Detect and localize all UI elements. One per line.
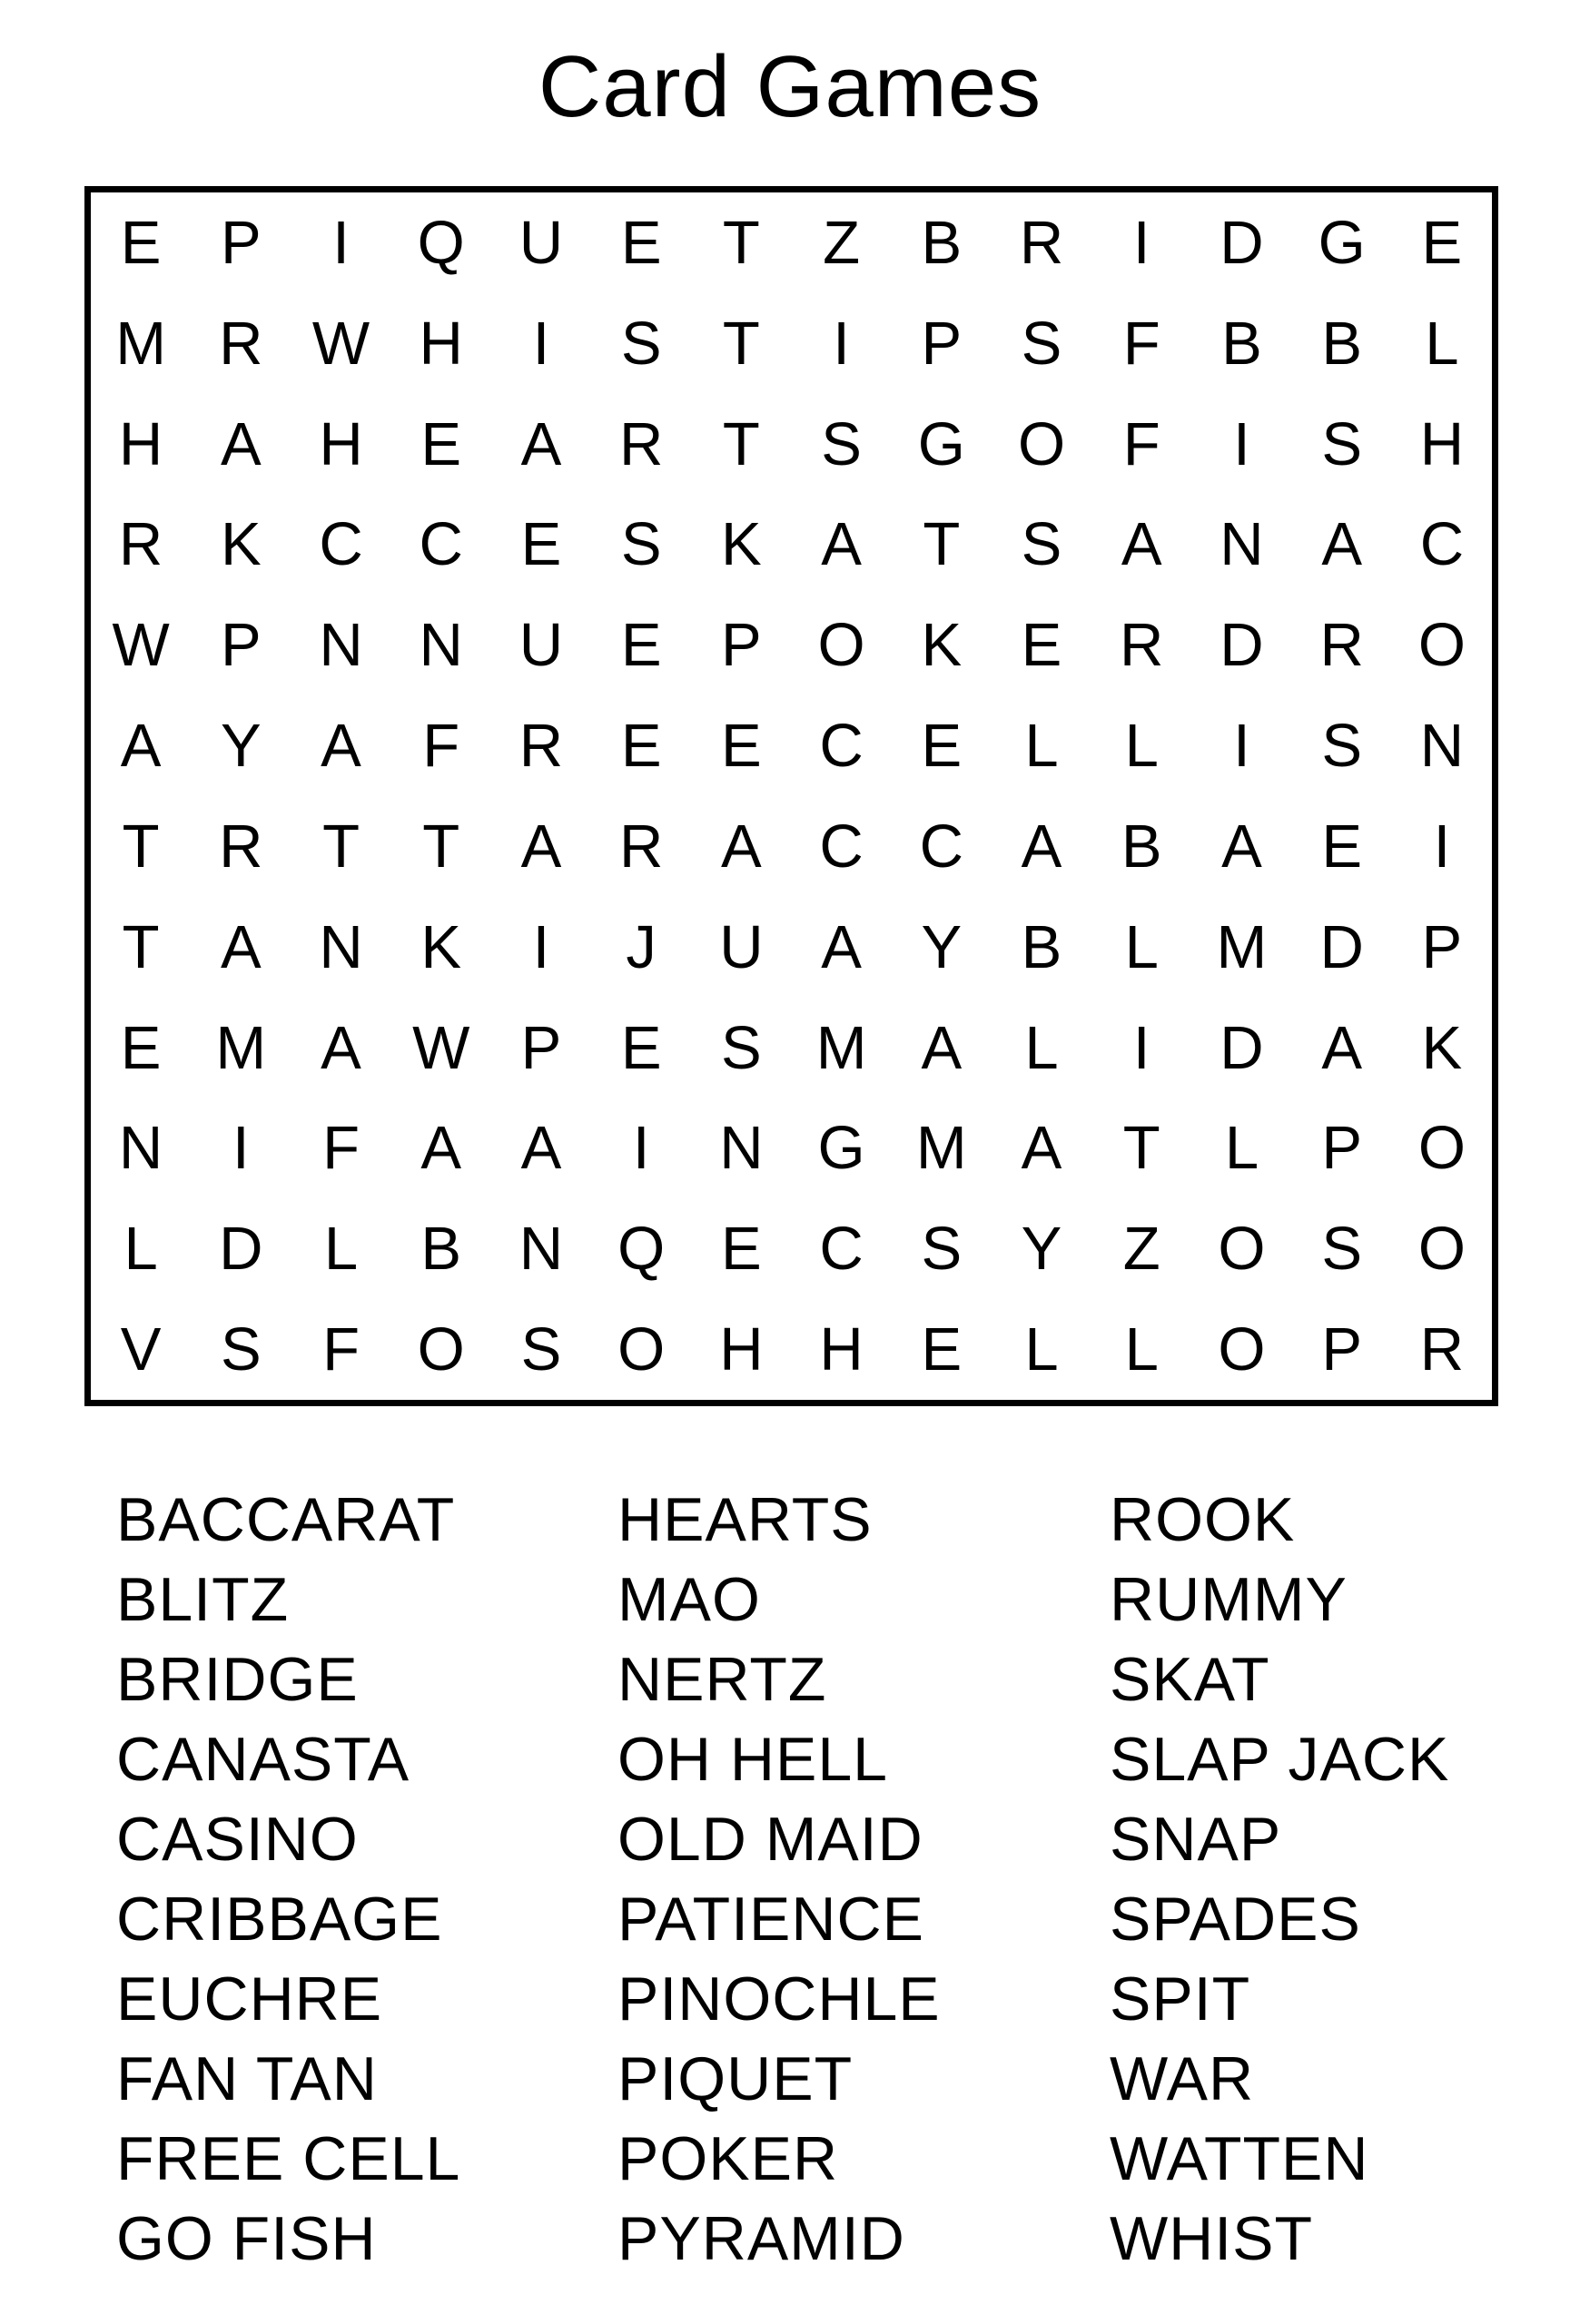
grid-letter: A (1321, 1013, 1363, 1082)
grid-letter: A (1021, 1114, 1062, 1183)
grid-letter: P (921, 309, 963, 378)
grid-letter: H (1419, 409, 1465, 478)
grid-letter: L (1425, 309, 1459, 378)
grid-letter: E (721, 712, 762, 781)
grid-letter: M (1216, 912, 1268, 981)
grid-letter: A (520, 409, 562, 478)
grid-letter: K (220, 510, 262, 579)
word-list-item: NERTZ (617, 1645, 827, 1714)
grid-letter: T (923, 510, 961, 579)
grid-letter: S (921, 1215, 963, 1284)
word-list-item: WAR (1110, 2044, 1255, 2113)
grid-letter: R (1319, 611, 1364, 680)
grid-letter: I (1233, 712, 1250, 781)
word-list-item: HEARTS (617, 1485, 873, 1554)
grid-letter: B (420, 1215, 462, 1284)
word-list-item: GO FISH (116, 2204, 377, 2273)
grid-letter: E (520, 510, 562, 579)
grid-letter: C (419, 510, 463, 579)
grid-letter: E (120, 208, 162, 277)
grid-letter: S (620, 510, 662, 579)
grid-letter: O (1417, 1114, 1466, 1183)
grid-letter: L (123, 1215, 158, 1284)
grid-letter: U (719, 912, 764, 981)
grid-letter: P (220, 611, 262, 680)
word-list-item: SPADES (1110, 1885, 1361, 1954)
grid-letter: T (722, 409, 760, 478)
word-list-item: RUMMY (1110, 1565, 1348, 1634)
word-list-item: MAO (617, 1565, 761, 1634)
word-list-column-2 (617, 1480, 941, 2279)
grid-letter: O (1218, 1215, 1266, 1284)
word-list-item: BRIDGE (116, 1645, 359, 1714)
word-list-item: EUCHRE (116, 1965, 383, 2034)
grid-letter: E (620, 208, 662, 277)
grid-letter: E (620, 611, 662, 680)
grid-letter: R (1419, 1315, 1465, 1384)
grid-letter: S (1021, 309, 1062, 378)
word-list-item: CASINO (116, 1805, 359, 1874)
grid-letter: T (1122, 1114, 1160, 1183)
word-list-item: ROOK (1110, 1485, 1296, 1554)
grid-letter: S (220, 1315, 262, 1384)
grid-letter: I (632, 1114, 650, 1183)
grid-letter: B (1021, 912, 1062, 981)
grid-letter: V (120, 1315, 162, 1384)
grid-letter: F (322, 1114, 360, 1183)
grid-letter: S (1021, 510, 1062, 579)
grid-letter: C (819, 712, 864, 781)
grid-letter: M (215, 1013, 267, 1082)
grid-letter: I (532, 912, 550, 981)
word-list-item: OLD MAID (617, 1805, 923, 1874)
grid-letter: C (819, 812, 864, 881)
grid-letter: S (1321, 1215, 1363, 1284)
grid-letter: I (1132, 208, 1150, 277)
grid-letter: U (518, 611, 564, 680)
grid-letter: H (319, 409, 363, 478)
grid-letter: Y (1021, 1215, 1062, 1284)
word-list-item: SLAP JACK (1110, 1725, 1450, 1794)
grid-letter: A (921, 1013, 963, 1082)
grid-letter: T (322, 812, 360, 881)
grid-letter: O (1417, 1215, 1466, 1284)
grid-letter: A (420, 1114, 462, 1183)
grid-letter: T (122, 912, 160, 981)
grid-letter: D (1220, 611, 1264, 680)
word-list-item: PYRAMID (617, 2204, 905, 2273)
grid-letter: I (833, 309, 850, 378)
grid-letter: C (919, 812, 963, 881)
grid-letter: A (120, 712, 162, 781)
grid-letter: G (817, 1114, 865, 1183)
grid-letter: O (1417, 611, 1466, 680)
grid-letter: E (420, 409, 462, 478)
grid-letter: T (422, 812, 460, 881)
grid-letter: T (722, 309, 760, 378)
grid-letter: W (412, 1013, 470, 1082)
grid-letter: Y (921, 912, 963, 981)
grid-letter: P (520, 1013, 562, 1082)
grid-letter: W (112, 611, 170, 680)
grid-letter: A (721, 812, 762, 881)
grid-letter: G (917, 409, 965, 478)
grid-letter: E (921, 712, 963, 781)
grid-letter: M (915, 1114, 967, 1183)
grid-letter: K (1421, 1013, 1463, 1082)
grid-letter: L (1024, 1013, 1059, 1082)
grid-letter: E (921, 1315, 963, 1384)
grid-letter: A (1121, 510, 1162, 579)
grid-letter: A (821, 510, 862, 579)
grid-letter: H (719, 1315, 764, 1384)
word-list-item: PIQUET (617, 2044, 854, 2113)
word-search-grid (84, 186, 1498, 1406)
grid-letter: R (219, 309, 263, 378)
grid-letter: K (921, 611, 963, 680)
grid-letter: S (1321, 409, 1363, 478)
grid-letter: H (819, 1315, 864, 1384)
grid-letter: B (921, 208, 963, 277)
grid-letter: I (1233, 409, 1250, 478)
grid-letter: P (220, 208, 262, 277)
word-list-column-1 (116, 1480, 460, 2279)
grid-letter: K (420, 912, 462, 981)
grid-letter: L (1124, 1315, 1159, 1384)
grid-letter: L (1224, 1114, 1259, 1183)
grid-letter: N (319, 912, 363, 981)
grid-letter: C (1419, 510, 1465, 579)
word-list-item: POKER (617, 2124, 839, 2193)
grid-letter: C (819, 1215, 864, 1284)
grid-letter: E (620, 1013, 662, 1082)
word-list-item: WHIST (1110, 2204, 1314, 2273)
word-list-item: FAN TAN (116, 2044, 378, 2113)
grid-letter: L (1024, 712, 1059, 781)
word-list-item: CANASTA (116, 1725, 410, 1794)
grid-letter: U (518, 208, 564, 277)
grid-letter: O (417, 1315, 465, 1384)
grid-letter: F (1122, 409, 1160, 478)
grid-letter: B (1321, 309, 1363, 378)
word-list-item: CRIBBAGE (116, 1885, 443, 1954)
grid-letter: D (1319, 912, 1364, 981)
grid-letter: S (520, 1315, 562, 1384)
grid-letter: D (1220, 1013, 1264, 1082)
grid-letter: W (311, 309, 370, 378)
grid-letter: D (219, 1215, 263, 1284)
grid-letter: N (319, 611, 363, 680)
grid-letter: O (1218, 1315, 1266, 1384)
word-list-item: SKAT (1110, 1645, 1270, 1714)
grid-letter: K (721, 510, 762, 579)
grid-letter: S (821, 409, 862, 478)
word-list-item: SPIT (1110, 1965, 1251, 2034)
grid-letter: B (1121, 812, 1162, 881)
grid-letter: A (1321, 510, 1363, 579)
grid-letter: R (518, 712, 564, 781)
grid-letter: R (618, 812, 664, 881)
grid-letter: N (1220, 510, 1264, 579)
word-list-item: BLITZ (116, 1565, 290, 1634)
grid-letter: T (722, 208, 760, 277)
puzzle-title: Card Games (538, 38, 1042, 135)
grid-letter: Y (220, 712, 262, 781)
grid-letter: R (1120, 611, 1164, 680)
grid-letter: R (219, 812, 263, 881)
grid-letter: T (122, 812, 160, 881)
grid-letter: R (1019, 208, 1064, 277)
grid-letter: A (821, 912, 862, 981)
grid-letter: O (1017, 409, 1066, 478)
grid-letter: R (118, 510, 163, 579)
word-list-item: SNAP (1110, 1805, 1282, 1874)
grid-letter: P (1321, 1114, 1363, 1183)
grid-letter: E (1321, 812, 1363, 881)
grid-letter: N (1419, 712, 1465, 781)
grid-letter: H (419, 309, 463, 378)
grid-letter: L (323, 1215, 359, 1284)
grid-letter: Z (823, 208, 861, 277)
grid-letter: P (1321, 1315, 1363, 1384)
grid-letter: I (532, 309, 550, 378)
grid-letter: N (518, 1215, 564, 1284)
word-list-item: WATTEN (1110, 2124, 1369, 2193)
grid-letter: P (1421, 912, 1463, 981)
grid-letter: S (1321, 712, 1363, 781)
grid-letter: A (220, 912, 262, 981)
grid-letter: A (1221, 812, 1262, 881)
grid-letter: A (1021, 812, 1062, 881)
grid-letter: E (120, 1013, 162, 1082)
grid-letter: C (319, 510, 363, 579)
grid-letter: L (1124, 912, 1159, 981)
grid-letter: A (321, 1013, 361, 1082)
grid-letter: P (721, 611, 762, 680)
grid-letter: A (220, 409, 262, 478)
grid-letter: D (1220, 208, 1264, 277)
grid-letter: L (1124, 712, 1159, 781)
grid-letter: E (1021, 611, 1062, 680)
grid-letter: O (817, 611, 865, 680)
word-list-item: PINOCHLE (617, 1965, 941, 2034)
grid-letter: M (115, 309, 166, 378)
word-list-item: FREE CELL (116, 2124, 461, 2193)
grid-letter: G (1318, 208, 1366, 277)
grid-letter: F (1122, 309, 1160, 378)
grid-letter: L (1024, 1315, 1059, 1384)
grid-letter: E (1421, 208, 1463, 277)
grid-letter: I (1433, 812, 1451, 881)
grid-letter: Q (617, 1215, 666, 1284)
grid-letter: N (118, 1114, 163, 1183)
grid-letter: I (1132, 1013, 1150, 1082)
grid-letter: N (719, 1114, 764, 1183)
grid-letter: A (520, 1114, 562, 1183)
grid-letter: A (321, 712, 361, 781)
grid-letter: N (419, 611, 463, 680)
grid-letter: O (617, 1315, 666, 1384)
word-list-item: BACCARAT (116, 1485, 456, 1554)
grid-letter: Q (417, 208, 465, 277)
word-list-column-3 (1110, 1480, 1449, 2279)
grid-letter: S (721, 1013, 762, 1082)
grid-letter: F (322, 1315, 360, 1384)
grid-letter: J (626, 912, 657, 981)
grid-letter: Z (1122, 1215, 1160, 1284)
grid-letter: R (618, 409, 664, 478)
grid-letter: I (232, 1114, 250, 1183)
grid-letter: H (118, 409, 163, 478)
grid-letter: E (721, 1215, 762, 1284)
grid-letter: F (422, 712, 460, 781)
grid-letter: S (620, 309, 662, 378)
grid-letter: M (815, 1013, 867, 1082)
grid-letter: E (620, 712, 662, 781)
grid-letter: B (1221, 309, 1262, 378)
grid-letter: A (520, 812, 562, 881)
word-list-item: PATIENCE (617, 1885, 924, 1954)
word-list-item: OH HELL (617, 1725, 888, 1794)
grid-letter: I (332, 208, 350, 277)
